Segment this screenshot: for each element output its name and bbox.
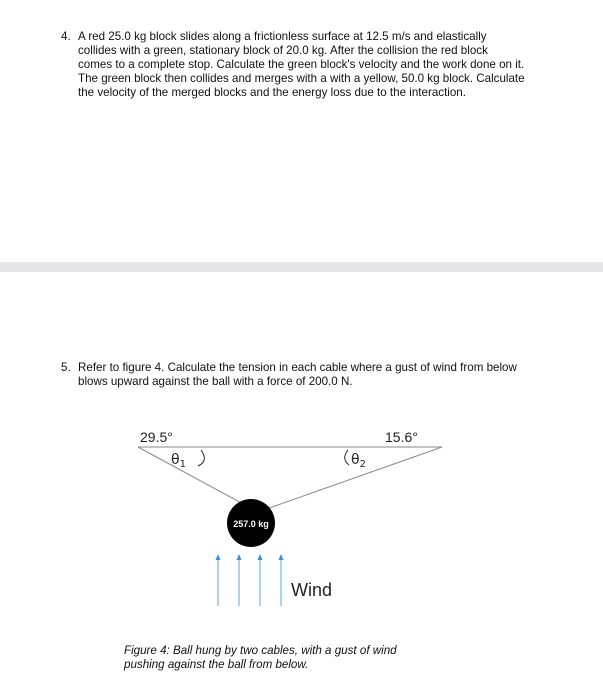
theta1-label: $\theta_1$ [171, 452, 186, 470]
theta2-label: $\theta_2$ [351, 452, 366, 470]
wind-arrow-head [279, 554, 284, 560]
figure-caption: Figure 4: Ball hung by two cables, with a gust of wind pushing against the ball from below. [124, 644, 397, 671]
wind-arrow-head [258, 554, 263, 560]
problem-4-number: 4. [61, 30, 71, 43]
problem-5-text: Refer to figure 4. Calculate the tension in each cable where a gust of wind from below blows upward against the ball with a force of 200.0 N. [78, 361, 517, 388]
problem-4-text: A red 25.0 kg block slides along a frictionless surface at 12.5 m/s and elastically collides with a green, stationary block of 20.0 kg. After the collision the red block comes to a complete stop. Calculate the green block's velocity and the work done on it. The green block then collides and merges with a with a yellow, 50.0 kg block. Calculate the velocity of the merged blocks and the energy loss due to the interaction. [78, 30, 525, 99]
left-angle-label: 29.5° [140, 429, 173, 445]
section-divider [0, 262, 603, 272]
right-cable [258, 447, 442, 512]
right-angle-label: 15.6° [385, 429, 418, 445]
theta2-arc [345, 450, 349, 465]
theta1-arc [198, 450, 204, 466]
figure-4-diagram [0, 415, 603, 615]
problem-5-number: 5. [61, 361, 71, 374]
wind-arrows [216, 554, 284, 606]
problem-5 [61, 361, 591, 391]
mass-label: 257.0 kg [233, 519, 269, 529]
wind-label: Wind [291, 580, 333, 600]
problem-4 [61, 30, 591, 105]
wind-arrow-head [216, 554, 221, 560]
wind-arrow-head [237, 554, 242, 560]
